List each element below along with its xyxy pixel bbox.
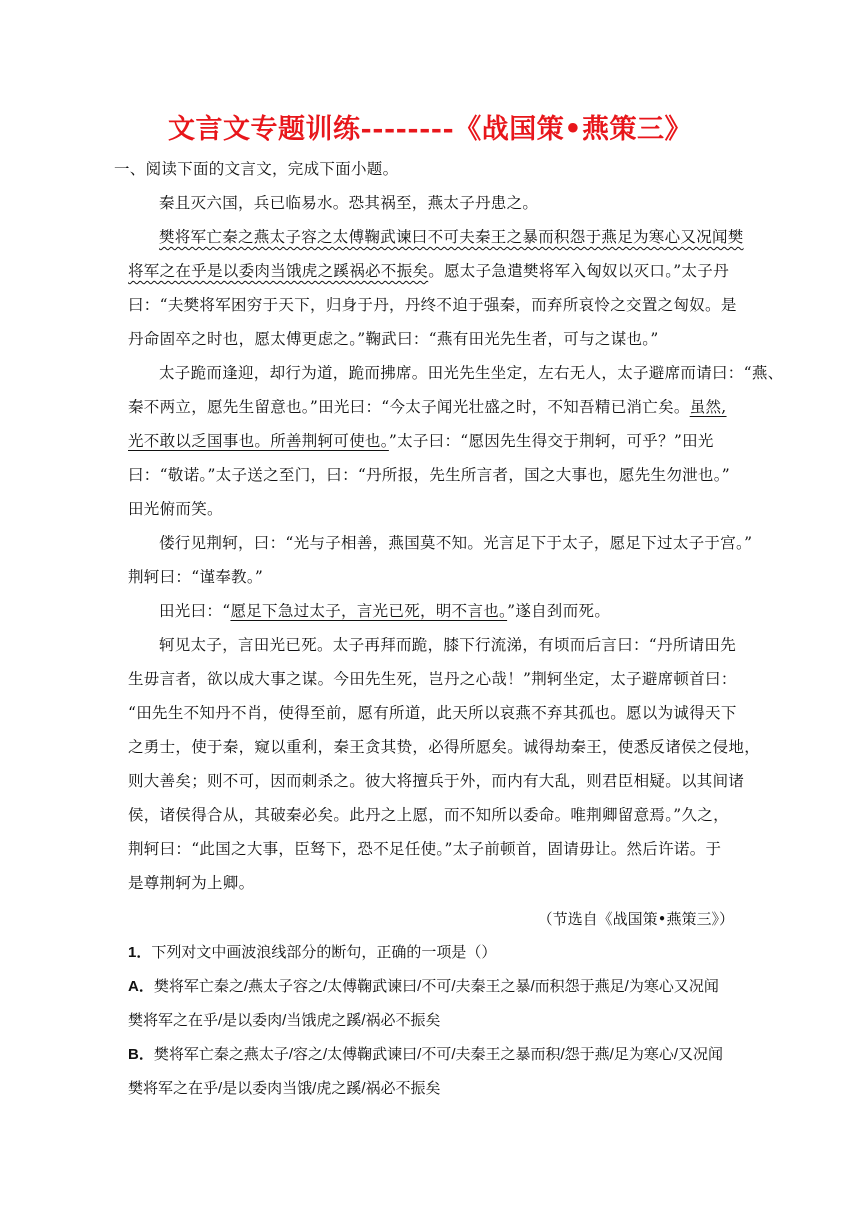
- paragraph-1: 秦且灭六国，兵已临易水。恐其祸至，燕太子丹患之。: [159, 194, 539, 212]
- question-1: 1．下列对文中画波浪线部分的断句，正确的一项是（） A．樊将军亡秦之/燕太子容之/太傅鞠武谏曰/不可/夫秦王之暴/而积怨于燕足/为寒心又况闻 樊将军之在乎/是以委肉/当饿虎之蹊/祸必不振矣 B．樊将军亡秦之燕太子/容之/太傅鞠武谏曰/不可/夫秦王之暴而积/怨于燕/足为寒心/又况闻 樊将军之在乎/是以委肉当饿/虎之蹊/祸必不振矣: [128, 936, 734, 1106]
- source-citation: （节选自《战国策•燕策三》）: [537, 910, 734, 928]
- question-number: 1．: [128, 944, 152, 961]
- option-a: A．樊将军亡秦之/燕太子容之/太傅鞠武谏曰/不可/夫秦王之暴/而积怨于燕足/为寒心又况闻: [128, 978, 719, 995]
- paragraph-2: 樊将军亡秦之燕太子容之太傅鞠武谏曰不可夫秦王之暴而积怨于燕足为寒心又况闻樊 将军之在乎是以委肉当饿虎之蹊祸必不振矣。愿太子急遣樊将军入匈奴以灭口。”太子丹 曰：“夫樊将军困穷于天下，归身于丹，丹终不迫于强秦，而弃所哀怜之交置之匈奴。是 丹命固卒之时也，愿太傅更虑之。”鞠武曰：“燕有田光先生者，可与之谋也。”: [128, 228, 744, 348]
- paragraph-5: 田光曰：“愿足下急过太子，言光已死，明不言也。”遂自刭而死。: [159, 602, 611, 620]
- paragraph-3: 太子跪而逢迎，却行为道，跪而拂席。田光先生坐定，左右无人，太子避席而请曰：“燕、 秦不两立，愿先生留意也。”田光曰：“今太子闻光壮盛之时，不知吾精已消亡矣。虽然, 光不敢以乏国事也。所善荆轲可使也。”太子曰：“愿因先生得交于荆轲，可乎？”田光 曰：“敬诺。”太子送之至门，曰：“丹所报，先生所言者，国之大事也，愿先生勿泄也。” 田光俯而笑。: [128, 364, 784, 518]
- underlined-quote: 愿足下急过太子，言光已死，明不言也。: [230, 602, 508, 620]
- paragraph-4: 偻行见荆轲，曰：“光与子相善，燕国莫不知。光言足下于太子，愿足下过太子于宫。” 荆轲曰：“谨奉教。”: [128, 534, 753, 586]
- question-stem: 下列对文中画波浪线部分的断句，正确的一项是（）: [151, 944, 497, 961]
- option-b: B．樊将军亡秦之燕太子/容之/太傅鞠武谏曰/不可/夫秦王之暴而积/怨于燕/足为寒心/又况闻: [128, 1046, 724, 1063]
- page-title: 文言文专题训练--------《战国策•燕策三》: [168, 114, 692, 145]
- wavy-underlined-text: 樊将军亡秦之燕太子容之太傅鞠武谏曰不可夫秦王之暴而积怨于燕足为寒心又况闻樊: [159, 228, 744, 246]
- underlined-sentence: 虽然,: [689, 398, 727, 416]
- underlined-sentence-cont: 光不敢以乏国事也。所善荆轲可使也。: [128, 432, 389, 450]
- paragraph-6: 轲见太子，言田光已死。太子再拜而跪，膝下行流涕，有顷而后言曰：“丹所请田先 生毋言者，欲以成大事之谋。今田先生死，岂丹之心哉！”荆轲坐定，太子避席顿首曰： “田先生不知丹不肖，使得至前，愿有所道，此天所以哀燕不弃其孤也。愿以为诚得天下 之勇士，使于秦，窥以重利，秦王贪其贽，必得所愿矣。诚得劫秦王，使悉反诸侯之侵地， 则大善矣；则不可，因而刺杀之。彼大将擅兵于外，而内有大乱，则君臣相疑。以其间诸 侯，诸侯得合从，其破秦必矣。此丹之上愿，而不知所以委命。唯荆卿留意焉。”久之， 荆轲曰：“此国之大事，臣驽下，恐不足任使。”太子前顿首，固请毋让。然后许诺。于 是尊荆轲为上卿。: [128, 636, 761, 892]
- instruction-heading: 一、阅读下面的文言文，完成下面小题。: [114, 160, 399, 178]
- wavy-underlined-text-cont: 将军之在乎是以委肉当饿虎之蹊祸必不振矣: [128, 262, 429, 280]
- article-body: [114, 152, 784, 1106]
